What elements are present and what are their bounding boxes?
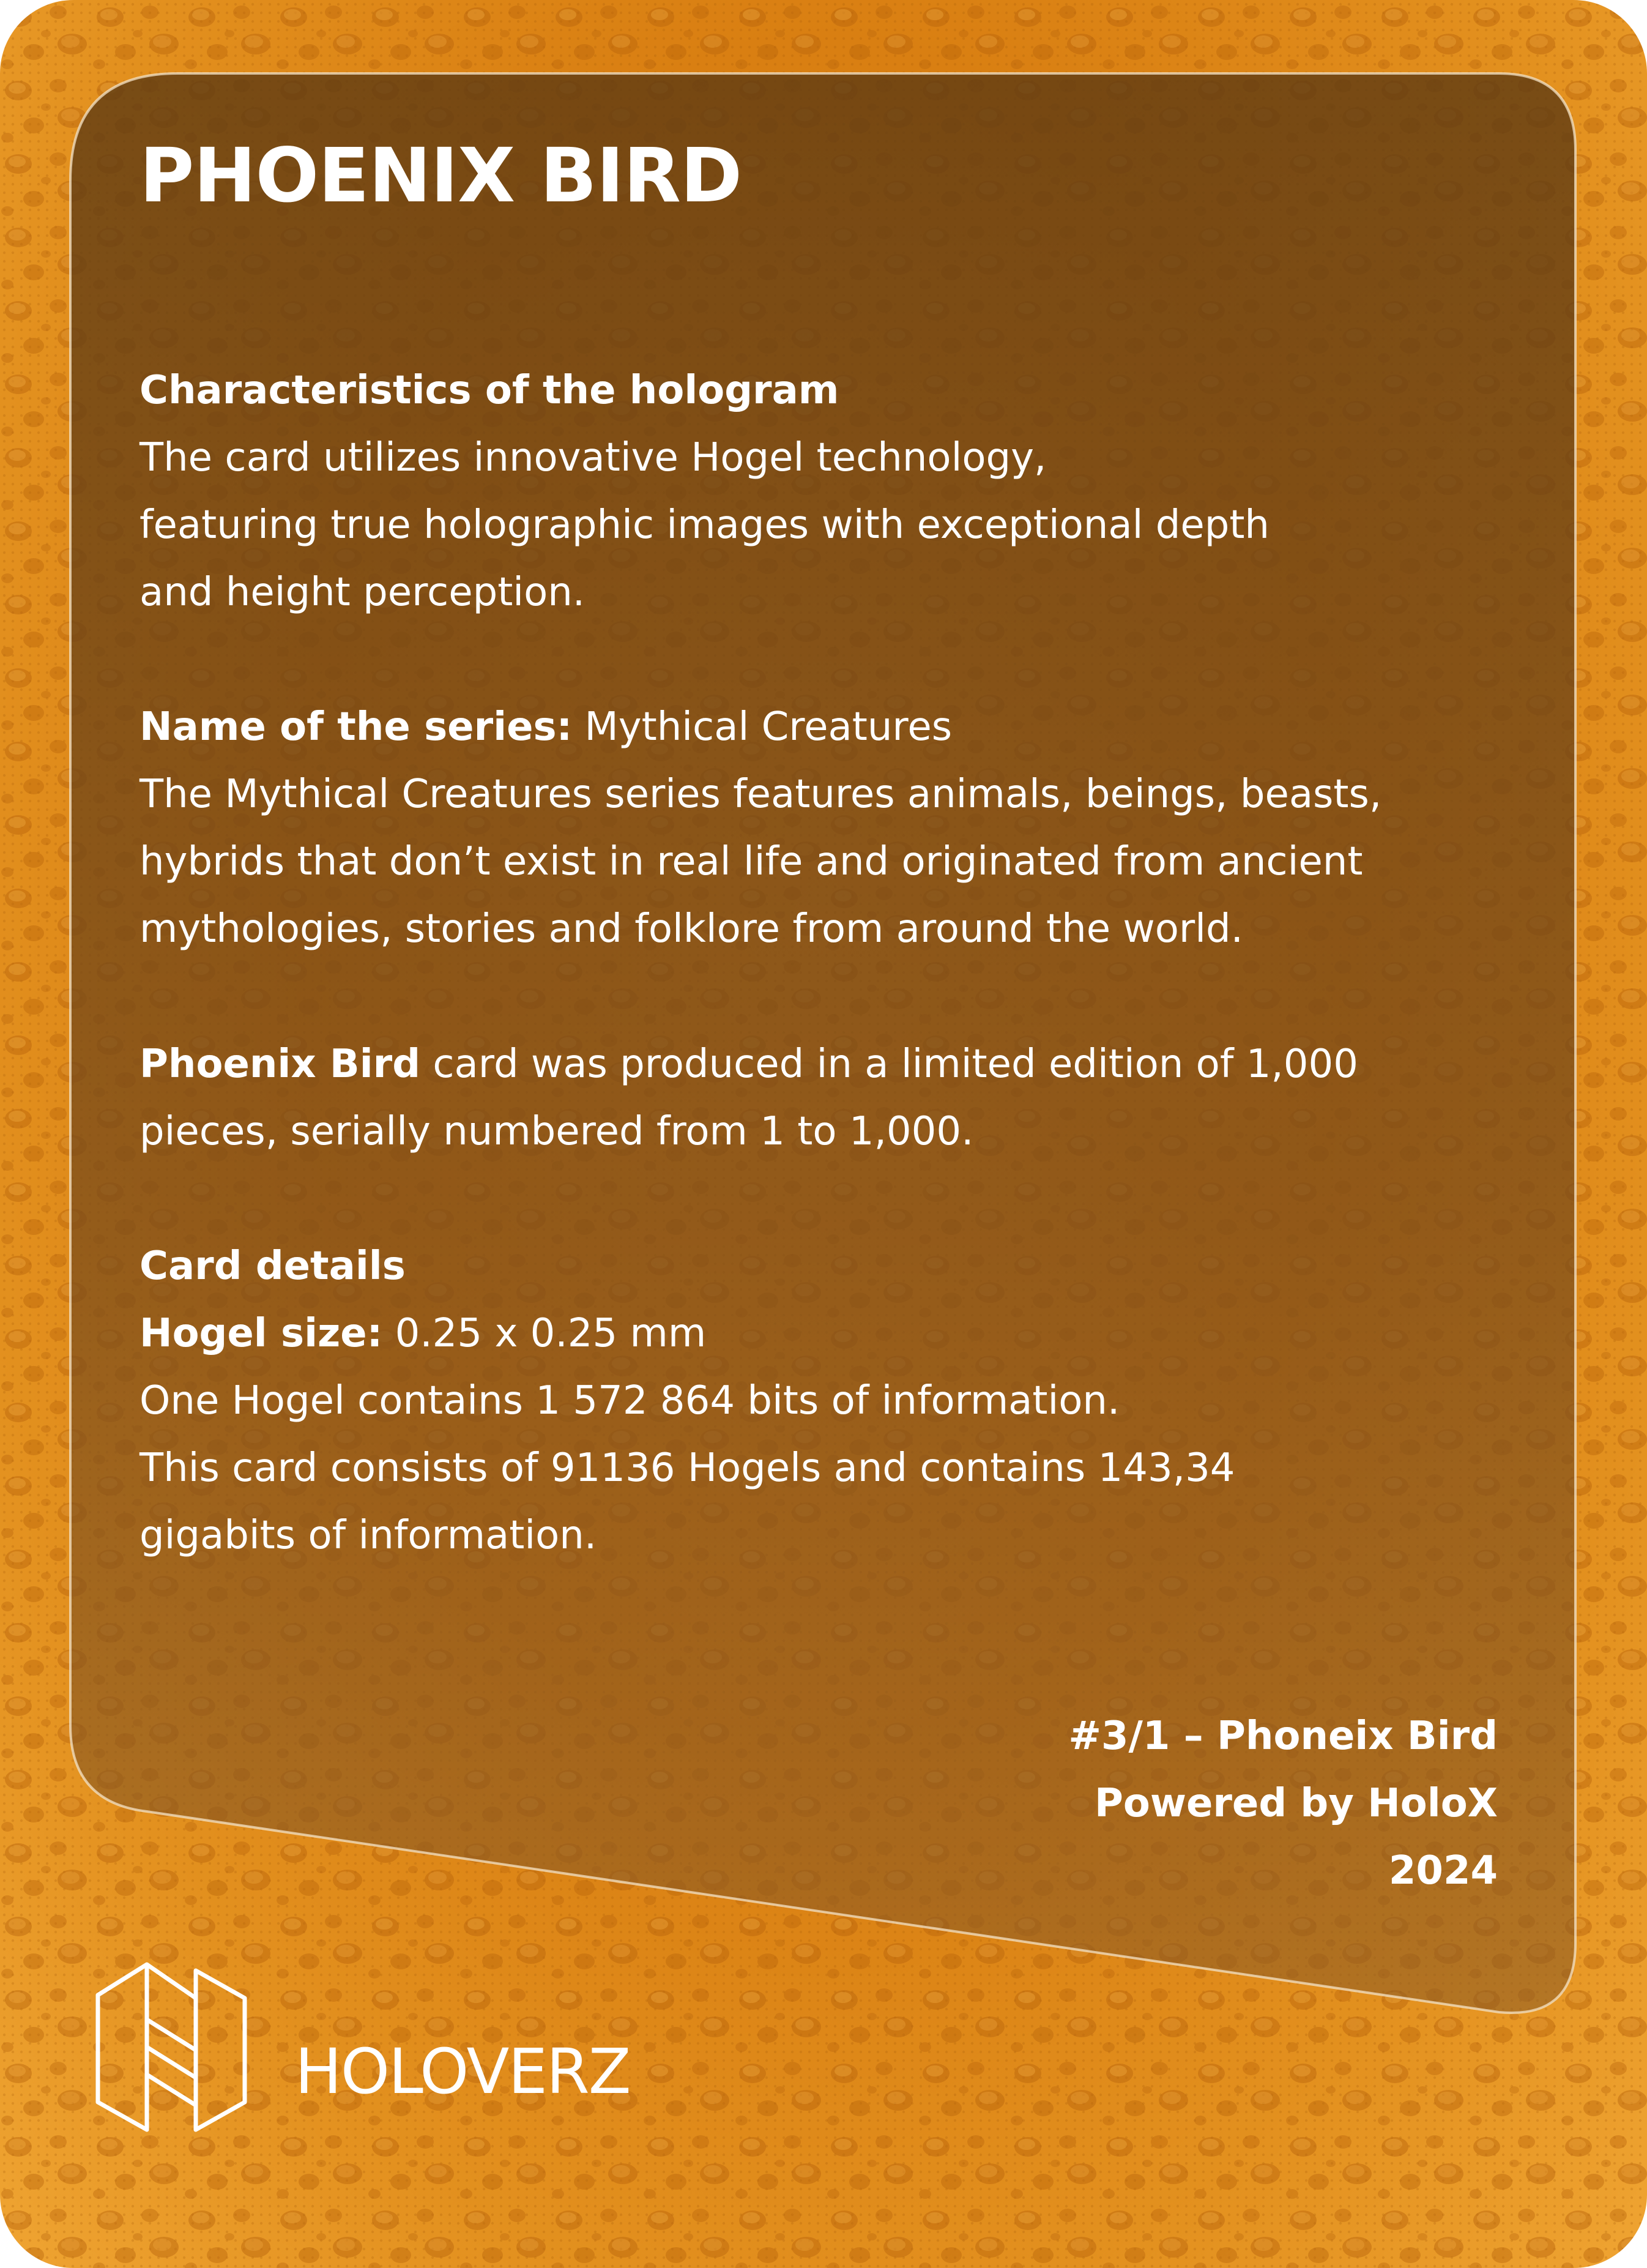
series-name: Mythical Creatures xyxy=(572,704,953,750)
details-line: This card consists of 91136 Hogels and contains 143,34 xyxy=(139,1445,1235,1491)
details-line: gigabits of information. xyxy=(139,1513,597,1558)
hogel-size-value: 0.25 x 0.25 mm xyxy=(382,1311,707,1356)
powered-by: Powered by HoloX xyxy=(1094,1781,1498,1826)
card-details-section xyxy=(139,1233,1565,1569)
card-footer-info xyxy=(1068,1703,1498,1904)
holoverz-logo-icon xyxy=(92,1952,251,2148)
edition-card-name: Phoenix Bird xyxy=(139,1042,420,1087)
edition-line: card was produced in a limited edition of 1,000 xyxy=(420,1042,1358,1087)
year: 2024 xyxy=(1388,1848,1498,1893)
edition-section xyxy=(139,1031,1565,1165)
hologram-characteristics-section xyxy=(139,357,1565,626)
series-section xyxy=(139,693,1565,963)
hogel-size-label: Hogel size: xyxy=(139,1311,383,1356)
series-label: Name of the series: xyxy=(139,704,573,750)
hologram-line: The card utilizes innovative Hogel technology, xyxy=(139,435,1047,480)
series-line: The Mythical Creatures series features animals, beings, beasts, xyxy=(139,772,1382,817)
brand-name: HOLOVERZ xyxy=(295,2035,630,2108)
card-title: PHOENIX BIRD xyxy=(139,132,742,219)
details-heading: Card details xyxy=(139,1244,406,1289)
series-line: hybrids that don’t exist in real life and originated from ancient xyxy=(139,839,1363,884)
edition-line: pieces, serially numbered from 1 to 1,000. xyxy=(139,1109,974,1154)
hologram-heading: Characteristics of the hologram xyxy=(139,368,839,413)
details-line: One Hogel contains 1 572 864 bits of information. xyxy=(139,1378,1120,1423)
serial-number: #3/1 – Phoneix Bird xyxy=(1068,1714,1498,1759)
hologram-line: featuring true holographic images with exceptional depth xyxy=(139,502,1270,548)
hologram-line: and height perception. xyxy=(139,570,586,615)
series-line: mythologies, stories and folklore from around the world. xyxy=(139,906,1243,952)
